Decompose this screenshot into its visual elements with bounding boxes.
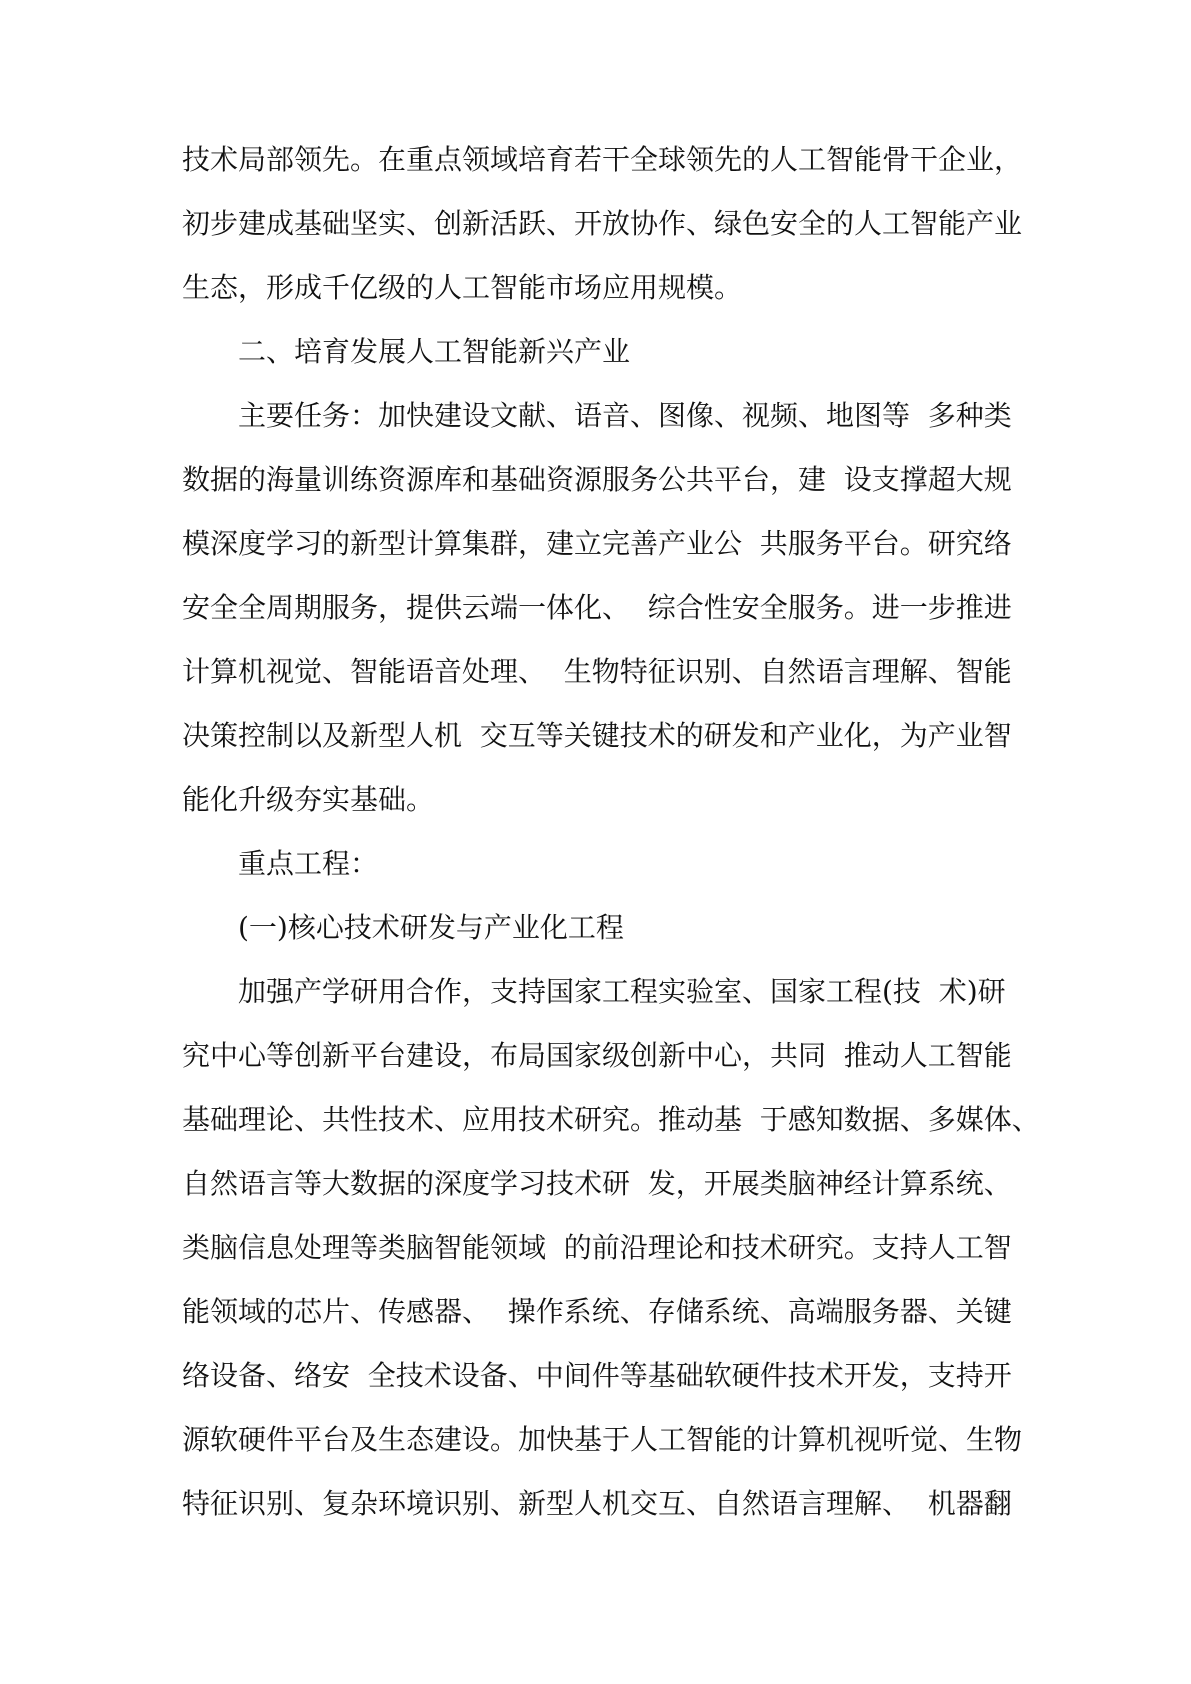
body-text-line: 安全全周期服务，提供云端一体化、 综合性安全服务。进一步推进: [182, 591, 1012, 624]
body-text-line: 特征识别、复杂环境识别、新型人机交互、自然语言理解、 机器翻: [182, 1487, 1012, 1520]
body-text-line: 模深度学习的新型计算集群，建立完善产业公 共服务平台。研究络: [182, 527, 1012, 560]
body-text-line: 能化升级夯实基础。: [182, 783, 435, 816]
body-text-line: 初步建成基础坚实、创新活跃、开放协作、绿色安全的人工智能产业: [182, 207, 1023, 240]
body-text-line: 络设备、络安 全技术设备、中间件等基础软硬件技术开发，支持开: [182, 1359, 1012, 1392]
section-heading: 二、培育发展人工智能新兴产业: [238, 335, 631, 368]
document-body: [182, 128, 1040, 1536]
body-text-line: 生态，形成千亿级的人工智能市场应用规模。: [182, 271, 743, 304]
body-text-line: 决策控制以及新型人机 交互等关键技术的研发和产业化，为产业智: [182, 719, 1012, 752]
paragraph-first-line: 加强产学研用合作，支持国家工程实验室、国家工程(技 术)研: [238, 975, 1006, 1008]
body-text-line: 计算机视觉、智能语音处理、 生物特征识别、自然语言理解、智能: [182, 655, 1012, 688]
body-text-line: 数据的海量训练资源库和基础资源服务公共平台，建 设支撑超大规: [182, 463, 1012, 496]
body-text-line: 技术局部领先。在重点领域培育若干全球领先的人工智能骨干企业，: [182, 143, 1023, 176]
paragraph-first-line: 主要任务：加快建设文献、语音、图像、视频、地图等 多种类: [238, 399, 1012, 432]
body-text-line: 能领域的芯片、传感器、 操作系统、存储系统、高端服务器、关键: [182, 1295, 1012, 1328]
body-text-line: 基础理论、共性技术、应用技术研究。推动基 于感知数据、多媒体、: [182, 1103, 1040, 1136]
body-text-line: 究中心等创新平台建设，布局国家级创新中心，共同 推动人工智能: [182, 1039, 1012, 1072]
subheading-key-projects: 重点工程：: [238, 847, 379, 880]
subheading-project-one: (一)核心技术研发与产业化工程: [238, 911, 624, 944]
body-text-line: 自然语言等大数据的深度学习技术研 发，开展类脑神经计算系统、: [182, 1167, 1012, 1200]
body-text-line: 类脑信息处理等类脑智能领域 的前沿理论和技术研究。支持人工智: [182, 1231, 1012, 1264]
body-text-line: 源软硬件平台及生态建设。加快基于人工智能的计算机视听觉、生物: [182, 1423, 1023, 1456]
